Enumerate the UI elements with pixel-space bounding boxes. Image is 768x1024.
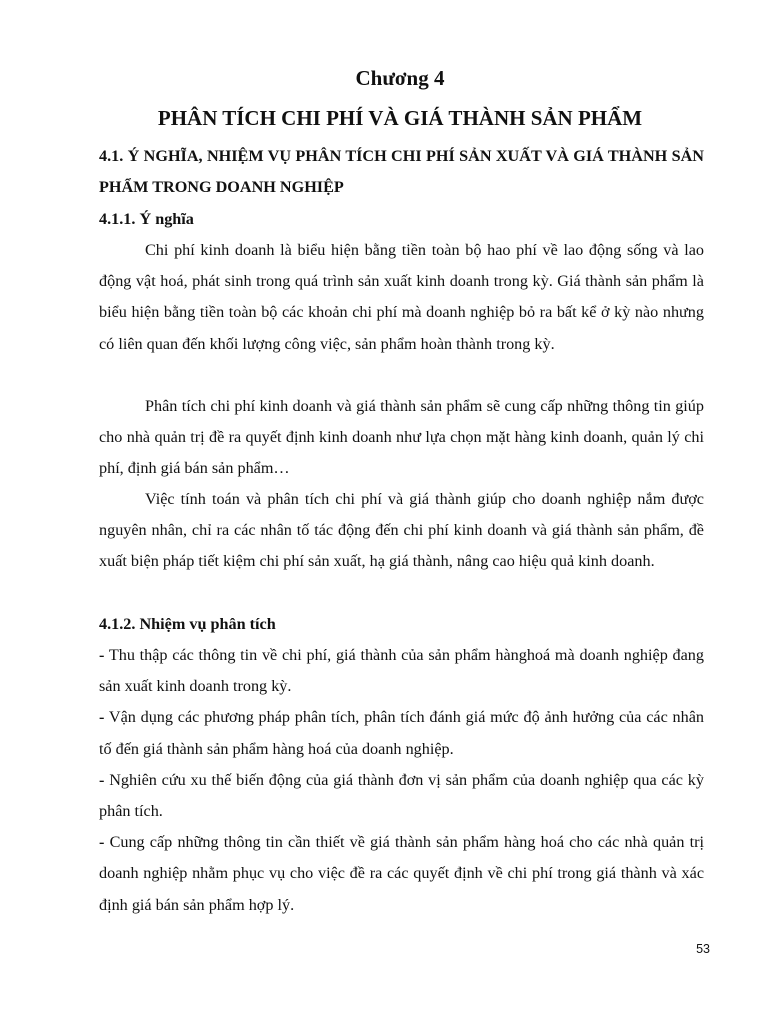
subsection-heading-tasks: 4.1.2. Nhiệm vụ phân tích bbox=[99, 615, 276, 633]
paragraph: Phân tích chi phí kinh doanh và giá thành sản phẩm sẽ cung cấp những thông tin giúp cho nhà quản trị đề ra quyết định kinh doanh như lựa chọn mặt hàng kinh doanh, quản lý chi phí, định giá bán sản phẩm… bbox=[99, 397, 704, 478]
list-item bbox=[99, 827, 704, 921]
paragraph: Việc tính toán và phân tích chi phí và giá thành giúp cho doanh nghiệp nắm được nguyên nhân, chỉ ra các nhân tố tác động đến chi phí kinh doanh và giá thành sản phẩm, đề xuất biện pháp tiết kiệm chi phí sản xuất, hạ giá thành, nâng cao hiệu quả kinh doanh. bbox=[99, 490, 704, 571]
list-item bbox=[99, 702, 704, 764]
paragraph: Chi phí kinh doanh là biểu hiện bằng tiền toàn bộ hao phí về lao động sống và lao động vật hoá, phát sinh trong quá trình sản xuất kinh doanh trong kỳ. Giá thành sản phẩm là biểu hiện bằng tiền toàn bộ các khoản chi phí mà doanh nghiệp bỏ ra bất kể ở kỳ nào nhưng có liên quan đến khối lượng công việc, sản phẩm hoàn thành trong kỳ. bbox=[99, 241, 704, 353]
list-item-text: Thu thập các thông tin về chi phí, giá thành của sản phẩm hànghoá mà doanh nghiệp đang sản xuất kinh doanh trong kỳ. bbox=[99, 646, 704, 696]
section-heading: 4.1. Ý NGHĨA, NHIỆM VỤ PHÂN TÍCH CHI PHÍ SẢN XUẤT VÀ GIÁ THÀNH SẢN PHẨM TRONG DOANH NGHIỆP bbox=[99, 147, 704, 197]
list-item bbox=[99, 765, 704, 827]
list-item-text: Nghiên cứu xu thế biến động của giá thành đơn vị sản phẩm của doanh nghiệp qua các kỳ phân tích. bbox=[99, 770, 704, 821]
list-item bbox=[99, 640, 704, 702]
bullet-marker: - bbox=[99, 646, 105, 664]
bullet-marker: - bbox=[99, 708, 105, 727]
chapter-title: PHÂN TÍCH CHI PHÍ VÀ GIÁ THÀNH SẢN PHẨM bbox=[157, 106, 643, 130]
bullet-marker: - bbox=[99, 833, 105, 852]
subsection-heading-meaning: 4.1.1. Ý nghĩa bbox=[99, 210, 194, 228]
page-number: 53 bbox=[696, 942, 710, 956]
list-item-text: Cung cấp những thông tin cần thiết về giá thành sản phẩm hàng hoá cho các nhà quản trị doanh nghiệp nhằm phục vụ cho việc đề ra các quyết định về chi phí trong giá thành và xác định giá bán sản phẩm hợp lý. bbox=[99, 833, 705, 914]
chapter-number: Chương 4 bbox=[355, 66, 445, 90]
list-item-text: Vận dụng các phương pháp phân tích, phân tích đánh giá mức độ ảnh hưởng của các nhân tố đến giá thành sản phẩm hàng hoá của doanh nghiệp. bbox=[99, 708, 704, 758]
bullet-marker: - bbox=[99, 770, 105, 789]
task-list bbox=[99, 640, 704, 921]
